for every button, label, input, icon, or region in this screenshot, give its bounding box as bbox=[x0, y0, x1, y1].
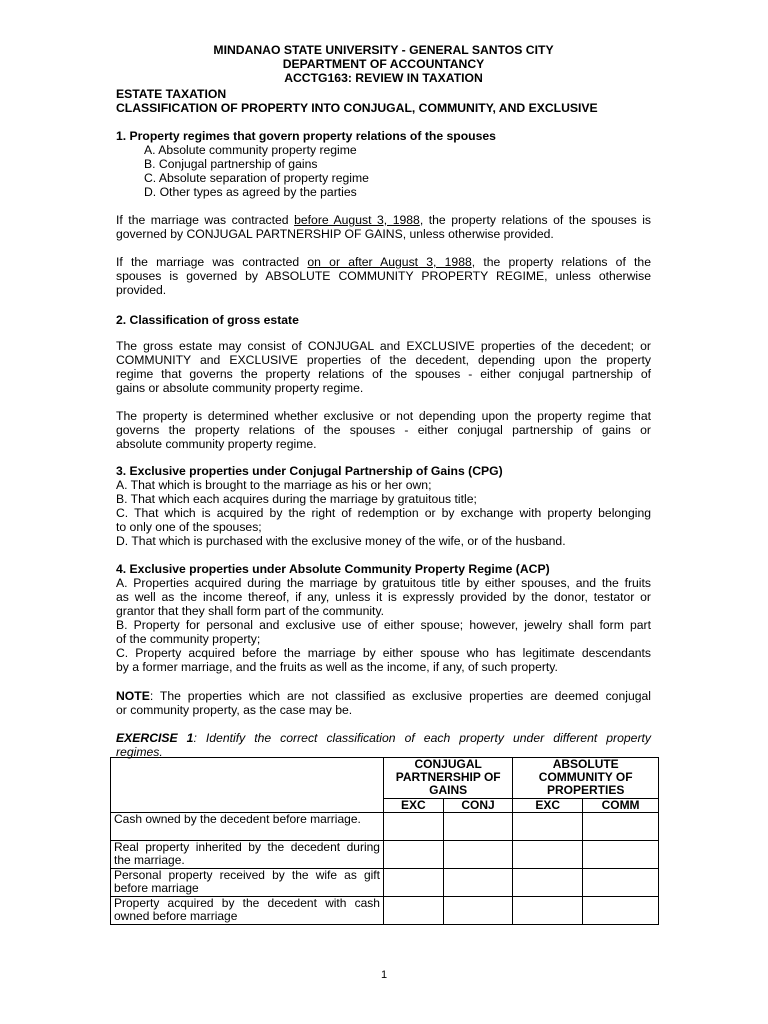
para-text: governed by CONJUGAL PARTNERSHIP OF GAINS, unless otherwise provided. bbox=[116, 227, 554, 241]
table-header-row bbox=[111, 758, 659, 799]
note-paragraph bbox=[116, 689, 651, 717]
para-text: or community property, as the case may be. bbox=[116, 703, 353, 717]
list-item: grantor that they shall form part of the community. bbox=[116, 604, 385, 618]
regime-item-b: B. Conjugal partnership of gains bbox=[144, 157, 318, 171]
answer-cell[interactable] bbox=[583, 813, 659, 841]
row-label: Property acquired by the decedent with cash owned before marriage bbox=[111, 897, 384, 925]
col-cpg-conj: CONJ bbox=[443, 799, 513, 813]
answer-cell[interactable] bbox=[583, 841, 659, 869]
row-label: Cash owned by the decedent before marriage. bbox=[111, 813, 384, 841]
list-item: D. That which is purchased with the exclusive money of the wife, or of the husband. bbox=[116, 534, 566, 548]
para-text: : The properties which are not classified as exclusive properties are deemed conjugal bbox=[149, 689, 651, 703]
col-acp-exc: EXC bbox=[513, 799, 583, 813]
para-text: : Identify the correct classification of each property under different property bbox=[193, 731, 651, 745]
answer-cell[interactable] bbox=[383, 869, 443, 897]
answer-cell[interactable] bbox=[443, 841, 513, 869]
list-item: as well as the income thereof, if any, unless it is expressly provided by the donor, testator or bbox=[116, 590, 651, 604]
list-item: C. Property acquired before the marriage by either spouse who has legitimate descendants bbox=[116, 646, 651, 660]
answer-cell[interactable] bbox=[443, 869, 513, 897]
para-line: governs the property relations of the spouses - either conjugal partnership of gains or bbox=[116, 423, 651, 437]
list-item: of the community property; bbox=[116, 632, 261, 646]
page-number: 1 bbox=[380, 969, 388, 981]
para-text: If the marriage was contracted bbox=[116, 213, 295, 227]
course-title: ACCTG163: REVIEW IN TAXATION bbox=[284, 71, 483, 85]
section2-heading: 2. Classification of gross estate bbox=[116, 313, 299, 327]
marriage-after-paragraph bbox=[116, 255, 651, 297]
answer-cell[interactable] bbox=[513, 813, 583, 841]
para-text: , the property relations of the spouses is bbox=[419, 213, 652, 227]
property-determination-paragraph bbox=[116, 409, 651, 451]
section1-heading: 1. Property regimes that govern property relations of the spouses bbox=[116, 129, 496, 143]
cpg-exclusive-list bbox=[116, 478, 651, 548]
date-after: on or after August 3, 1988 bbox=[307, 255, 472, 269]
answer-cell[interactable] bbox=[383, 897, 443, 925]
para-line: regime that governs the property relations of the spouses - either conjugal partnership of bbox=[116, 367, 651, 381]
table-row bbox=[111, 841, 659, 869]
topic-title: ESTATE TAXATION bbox=[116, 87, 227, 101]
acp-header: ABSOLUTE COMMUNITY OF PROPERTIES bbox=[513, 758, 659, 799]
regime-item-c: C. Absolute separation of property regime bbox=[144, 171, 369, 185]
empty-header-cell bbox=[111, 758, 384, 813]
para-line: absolute community property regime. bbox=[116, 437, 317, 451]
table-row bbox=[111, 813, 659, 841]
section4-heading: 4. Exclusive properties under Absolute Community Property Regime (ACP) bbox=[116, 562, 550, 576]
answer-cell[interactable] bbox=[383, 841, 443, 869]
answer-cell[interactable] bbox=[383, 813, 443, 841]
answer-cell[interactable] bbox=[443, 897, 513, 925]
gross-estate-paragraph bbox=[116, 339, 651, 395]
answer-cell[interactable] bbox=[583, 897, 659, 925]
acp-exclusive-list bbox=[116, 576, 651, 674]
para-line: gains or absolute community property regime. bbox=[116, 381, 364, 395]
department-name: DEPARTMENT OF ACCOUNTANCY bbox=[282, 57, 485, 71]
answer-cell[interactable] bbox=[513, 897, 583, 925]
list-item: B. That which each acquires during the marriage by gratuitous title; bbox=[116, 492, 477, 506]
row-label: Personal property received by the wife as gift before marriage bbox=[111, 869, 384, 897]
para-text: If the marriage was contracted bbox=[116, 255, 308, 269]
answer-cell[interactable] bbox=[583, 869, 659, 897]
date-before: before August 3, 1988 bbox=[294, 213, 420, 227]
section3-heading: 3. Exclusive properties under Conjugal Partnership of Gains (CPG) bbox=[116, 464, 503, 478]
list-item: C. That which is acquired by the right of redemption or by exchange with property belonging bbox=[116, 506, 651, 520]
answer-cell[interactable] bbox=[513, 869, 583, 897]
note-label: NOTE bbox=[116, 689, 150, 703]
list-item: to only one of the spouses; bbox=[116, 520, 262, 534]
para-text: , the property relations of the bbox=[471, 255, 651, 269]
list-item: B. Property for personal and exclusive use of either spouse; however, jewelry shall form part bbox=[116, 618, 651, 632]
exercise-label: EXERCISE 1 bbox=[116, 731, 194, 745]
table-row bbox=[111, 897, 659, 925]
regime-item-a: A. Absolute community property regime bbox=[144, 143, 357, 157]
row-label: Real property inherited by the decedent during the marriage. bbox=[111, 841, 384, 869]
marriage-before-paragraph bbox=[116, 213, 651, 241]
list-item: A. That which is brought to the marriage as his or her own; bbox=[116, 478, 432, 492]
col-cpg-exc: EXC bbox=[383, 799, 443, 813]
answer-cell[interactable] bbox=[513, 841, 583, 869]
list-item: A. Properties acquired during the marriage by gratuitous title by either spouses, and the fruits bbox=[116, 576, 651, 590]
answer-cell[interactable] bbox=[443, 813, 513, 841]
document-subtitle: CLASSIFICATION OF PROPERTY INTO CONJUGAL, COMMUNITY, AND EXCLUSIVE bbox=[116, 101, 598, 115]
para-text: spouses is governed by ABSOLUTE COMMUNITY PROPERTY REGIME, unless otherwise bbox=[116, 269, 651, 283]
exercise-table bbox=[110, 757, 659, 925]
table-row bbox=[111, 869, 659, 897]
para-line: The property is determined whether exclusive or not depending upon the property regime that bbox=[116, 409, 651, 423]
regime-item-d: D. Other types as agreed by the parties bbox=[144, 185, 357, 199]
exercise-instruction bbox=[116, 731, 651, 759]
para-text: provided. bbox=[116, 283, 167, 297]
list-item: by a former marriage, and the fruits as well as the income, if any, of such property. bbox=[116, 660, 558, 674]
col-acp-comm: COMM bbox=[583, 799, 659, 813]
para-line: COMMUNITY and EXCLUSIVE properties of the decedent, depending upon the property bbox=[116, 353, 651, 367]
para-text: regimes. bbox=[116, 745, 163, 759]
cpg-header: CONJUGAL PARTNERSHIP OF GAINS bbox=[383, 758, 512, 799]
para-line: The gross estate may consist of CONJUGAL and EXCLUSIVE properties of the decedent; or bbox=[116, 339, 651, 353]
university-name: MINDANAO STATE UNIVERSITY - GENERAL SANTOS CITY bbox=[213, 43, 554, 57]
